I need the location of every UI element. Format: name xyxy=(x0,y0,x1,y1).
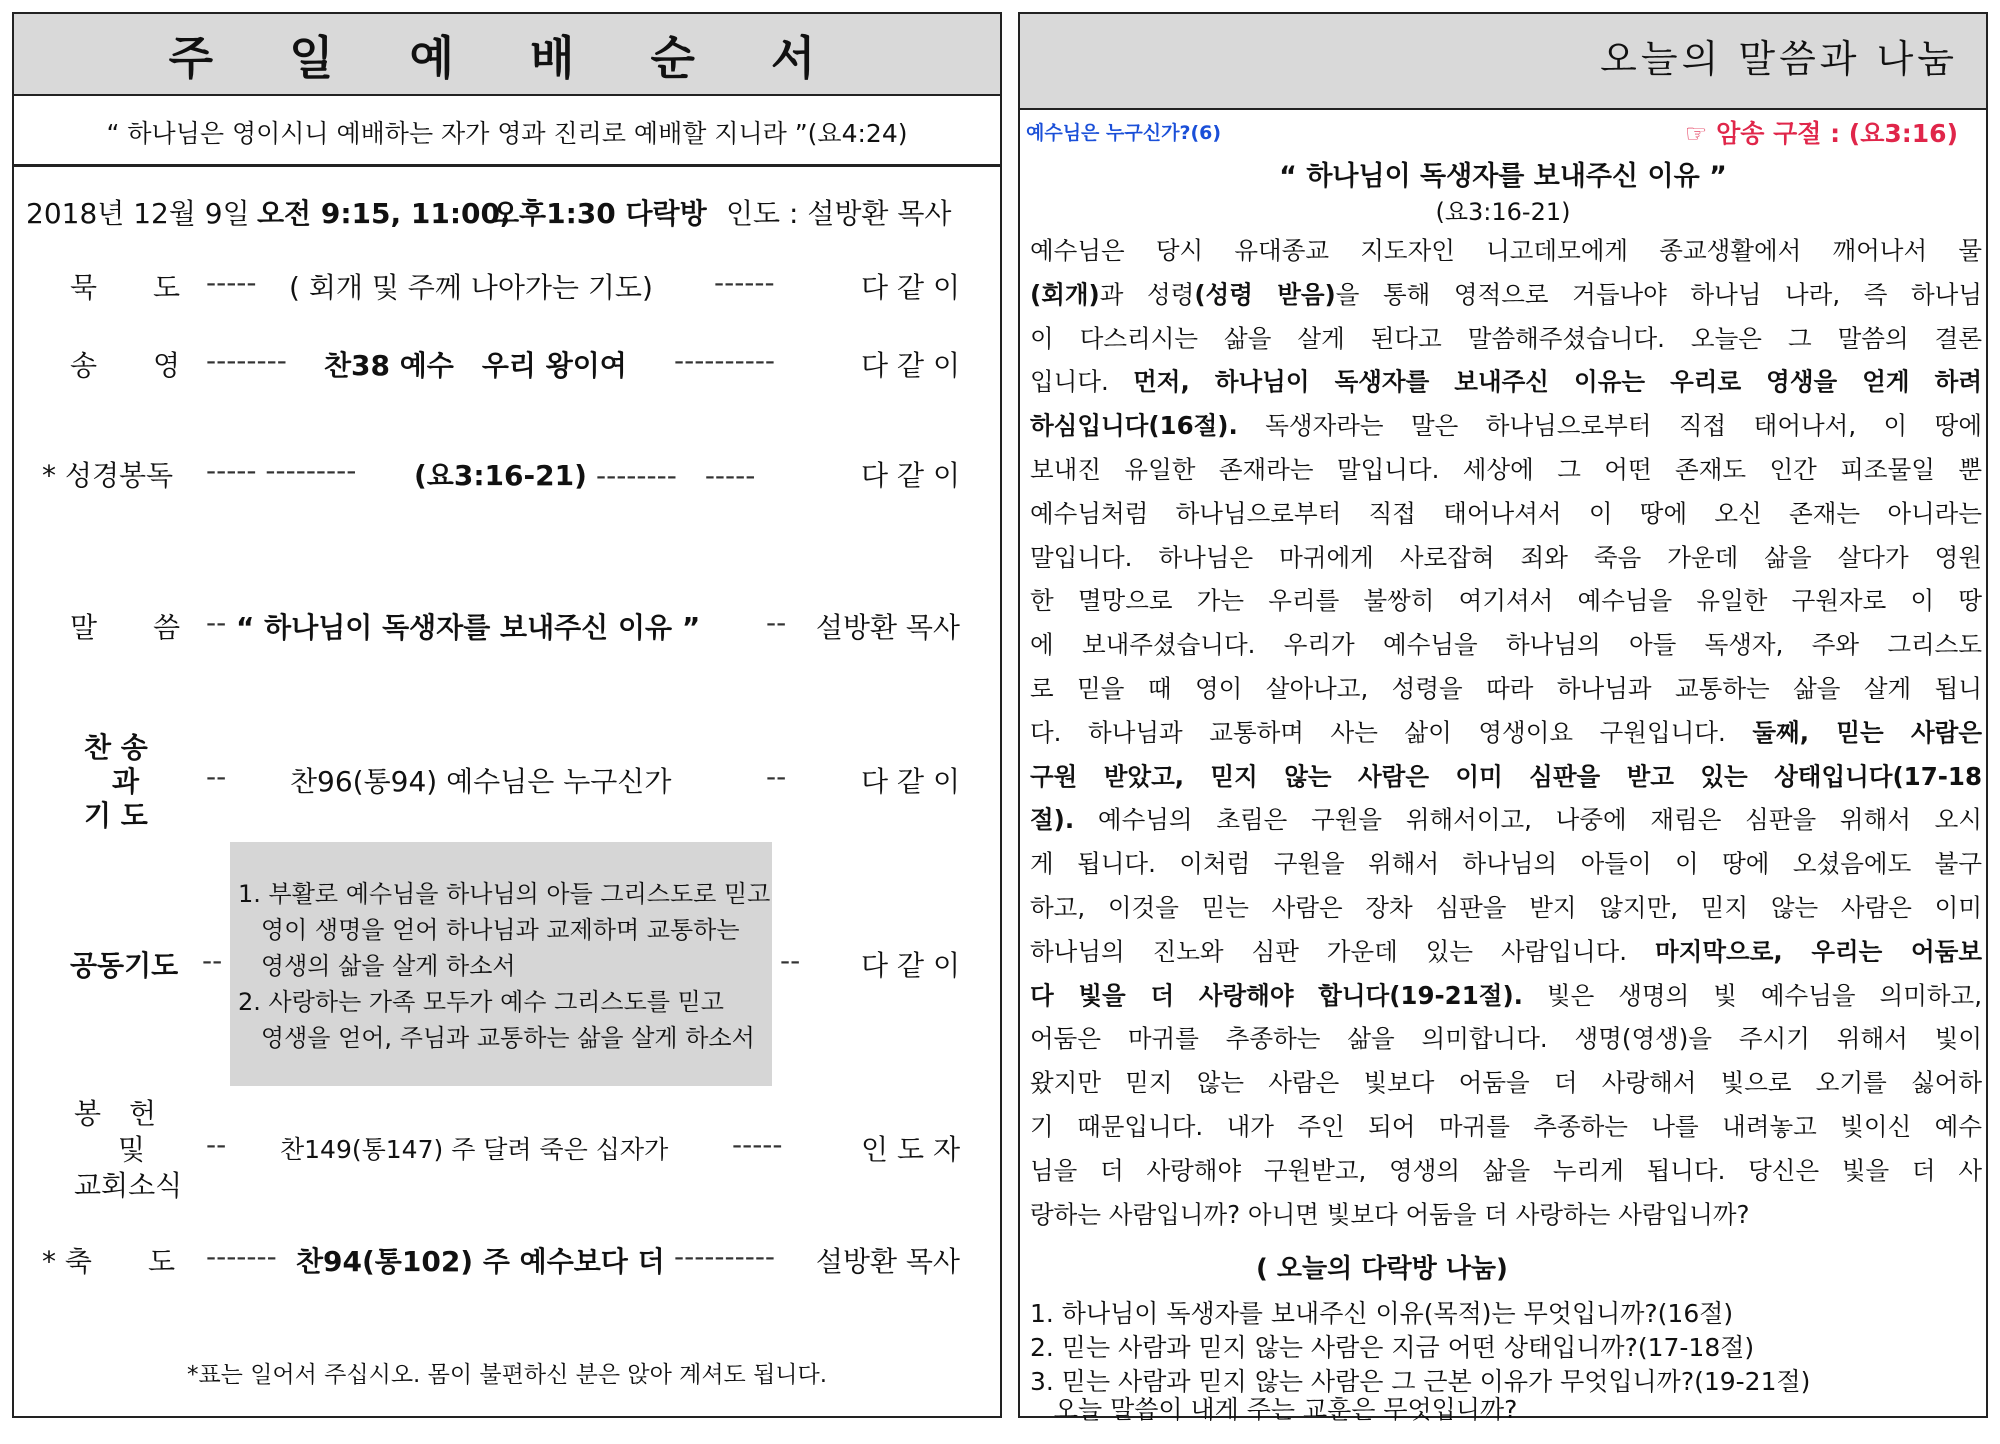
item-dash: ------- xyxy=(206,1240,277,1273)
emphasis-text: 둘째, 믿는 사람은 xyxy=(1752,717,1982,747)
sermon-body-line xyxy=(1030,933,1982,968)
item-dash: -- xyxy=(202,944,223,977)
today-word-title-bar xyxy=(1020,14,1986,110)
body-text: 보내진 유일한 존재라는 말입니다. 세상에 그 어떤 존재도 인간 피조물일 뿐 xyxy=(1030,455,1982,484)
sermon-body-line xyxy=(1030,407,1982,442)
prayer-line: 영생을 얻어, 주님과 교통하는 삶을 살게 하소서 xyxy=(238,1024,755,1052)
item-label: 과 xyxy=(112,765,140,798)
item-label: 교회소식 xyxy=(74,1169,183,1202)
body-text: 예수님처럼 하나님으로부터 직접 태어나셔서 이 땅에 오신 존재는 아니라는 xyxy=(1030,498,1982,528)
body-text: 랑하는 사람입니까? 아니면 빛보다 어둠을 더 사랑하는 사람입니까? xyxy=(1030,1199,1750,1229)
sermon-body-line xyxy=(1030,977,1982,1012)
item-dash: ------ xyxy=(714,266,775,299)
item-dash: ----- --------- xyxy=(206,454,357,487)
sharing-title: ( 오늘의 다락방 나눔) xyxy=(1256,1254,1508,1284)
item-right: 설방환 목사 xyxy=(815,611,960,644)
item-label: * 축 도 xyxy=(42,1245,175,1278)
item-label: * 성경봉독 xyxy=(42,459,174,492)
item-label: 기 도 xyxy=(84,799,148,832)
memory-verse: ☞ 암송 구절 : (요3:16) xyxy=(1684,119,1958,148)
body-text: 기 때문입니다. 내가 주인 되어 마귀를 추종하는 나를 내려놓고 빛이신 예수 xyxy=(1030,1112,1982,1141)
body-text: 과 성령 xyxy=(1099,279,1195,309)
body-text: 한 멸망으로 가는 우리를 불쌍히 여기셔서 예수님을 유일한 구원자로 이 땅 xyxy=(1030,586,1982,616)
emphasis-text: (성령 받음) xyxy=(1194,279,1336,309)
worship-order-panel xyxy=(12,12,1002,1418)
divider xyxy=(14,164,1000,167)
sermon-body-line xyxy=(1030,845,1982,880)
order-item-offering xyxy=(14,1092,1000,1202)
afternoon-service: 오후1:30 다락방 xyxy=(492,197,707,230)
item-label: 공동기도 xyxy=(70,949,179,982)
worship-order-title: 주 일 예 배 순 서 xyxy=(168,31,846,85)
sharing-question: 오늘 말씀이 내게 주는 교훈은 무엇입니까? xyxy=(1030,1395,1518,1424)
sermon-body-line xyxy=(1030,320,1982,355)
emphasis-text: 다 빛을 더 사랑해야 합니다(19-21절). xyxy=(1030,980,1523,1010)
sermon-body-line xyxy=(1030,626,1982,661)
item-dash: -- xyxy=(206,760,227,793)
sermon-title: “ 하나님이 독생자를 보내주신 이유 ” xyxy=(1279,161,1727,192)
emphasis-text: 절). xyxy=(1030,805,1075,835)
item-label: 및 xyxy=(118,1133,146,1166)
sermon-body-line xyxy=(1030,495,1982,530)
sermon-body-line xyxy=(1030,670,1982,705)
theme-verse: “ 하나님은 영이시니 예배하는 자가 영과 진리로 예배할 지니라 ”(요4:24) xyxy=(106,119,908,148)
item-right: 인 도 자 xyxy=(861,1133,960,1166)
item-dash: -------- xyxy=(206,344,287,377)
sermon-body-line xyxy=(1030,801,1982,836)
item-dash: -- xyxy=(206,1128,227,1161)
sharing-question: 3. 믿는 사람과 믿지 않는 사람은 그 근본 이유가 무엇입니까?(19-21절) xyxy=(1030,1367,1811,1396)
item-dash: -- xyxy=(206,606,227,639)
service-times: 오전 9:15, 11:00, xyxy=(257,197,511,230)
body-text: 왔지만 믿지 않는 사람은 빛보다 어둠을 더 사랑해서 빛으로 오기를 싫어하 xyxy=(1030,1068,1982,1098)
service-leader: 인도 : 설방환 목사 xyxy=(726,197,952,230)
item-dash: ---------- xyxy=(674,344,776,377)
body-text: 말입니다. 하나님은 마귀에게 사로잡혀 죄와 죽음 가운데 삶을 살다가 영원 xyxy=(1030,542,1982,572)
item-text: (요3:16-21) xyxy=(414,459,587,492)
emphasis-text: 마지막으로, 우리는 어둠보 xyxy=(1655,936,1983,966)
body-text: 다. 하나님과 교통하며 사는 삶이 영생이요 구원입니다. xyxy=(1030,717,1753,747)
item-text: “ 하나님이 독생자를 보내주신 이유 ” xyxy=(236,611,701,644)
sharing-question: 1. 하나님이 독생자를 보내주신 이유(목적)는 무엇입니까?(16절) xyxy=(1030,1299,1734,1328)
order-item-hymn-prayer xyxy=(14,726,1000,836)
prayer-line: 영생의 삶을 살게 하소서 xyxy=(238,952,516,980)
body-text: 게 됩니다. 이처럼 구원을 위해서 하나님의 아들이 이 땅에 오셨음에도 불구 xyxy=(1030,849,1982,879)
sermon-body-line xyxy=(1030,1020,1982,1055)
item-dash: ----- xyxy=(206,266,257,299)
item-right: 설방환 목사 xyxy=(815,1245,960,1278)
worship-order-title-bar xyxy=(14,14,1000,96)
common-prayer-box xyxy=(230,842,772,1086)
item-right: 다 같 이 xyxy=(861,765,960,798)
emphasis-text: 구원 받았고, 믿지 않는 사람은 이미 심판을 받고 있는 상태입니다(17-18 xyxy=(1030,761,1982,791)
item-dash: -- xyxy=(766,606,787,639)
series-label: 예수님은 누구신가?(6) xyxy=(1026,122,1222,144)
body-text: 로 믿을 때 영이 살아나고, 성령을 따라 하나님과 교통하는 삶을 살게 됩니 xyxy=(1030,674,1982,703)
sermon-body-line xyxy=(1030,1196,1982,1231)
item-text: ( 회개 및 주께 나아가는 기도) xyxy=(289,271,653,304)
prayer-line: 2. 사랑하는 가족 모두가 예수 그리스도를 믿고 xyxy=(238,988,724,1016)
sermon-body-line xyxy=(1030,1064,1982,1099)
body-text: 빛은 생명의 빛 예수님을 의미하고, xyxy=(1522,980,1982,1010)
body-text: 입니다. xyxy=(1030,367,1134,397)
body-text: 하나님의 진노와 심판 가운데 있는 사람입니다. xyxy=(1030,936,1656,966)
item-label: 봉 헌 xyxy=(74,1097,157,1130)
sermon-body-line xyxy=(1030,363,1982,398)
sermon-body-line xyxy=(1030,276,1982,311)
item-dash: ----- xyxy=(732,1128,783,1161)
sermon-body-line xyxy=(1030,714,1982,749)
emphasis-text: (회개) xyxy=(1030,279,1100,309)
item-dash: -- xyxy=(766,760,787,793)
sermon-body-line xyxy=(1030,1152,1982,1187)
item-label: 찬 송 xyxy=(84,731,148,764)
body-text: 하고, 이것을 믿는 사람은 장차 심판을 받지 않지만, 믿지 않는 사람은 이미 xyxy=(1030,893,1982,922)
sermon-body-line xyxy=(1030,451,1982,486)
item-right: 다 같 이 xyxy=(861,349,960,382)
item-right: 다 같 이 xyxy=(861,949,960,982)
body-text: 예수님의 초림은 구원을 위해서이고, 나중에 재림은 심판을 위해서 오시 xyxy=(1074,805,1982,835)
prayer-line: 영이 생명을 얻어 하나님과 교제하며 교통하는 xyxy=(238,916,740,944)
item-text: 찬94(통102) 주 예수보다 더 xyxy=(296,1245,665,1278)
sermon-body-line xyxy=(1030,758,1982,793)
sermon-body-line xyxy=(1030,582,1982,617)
sermon-body-line xyxy=(1030,539,1982,574)
footer-note: *표는 일어서 주십시오. 몸이 불편하신 분은 앉아 계셔도 됩니다. xyxy=(186,1362,828,1388)
sermon-body-line xyxy=(1030,889,1982,924)
sharing-question: 2. 믿는 사람과 믿지 않는 사람은 지금 어떤 상태입니까?(17-18절) xyxy=(1030,1333,1755,1362)
emphasis-text: 먼저, 하나님이 독생자를 보내주신 이유는 우리로 영생을 얻게 하려 xyxy=(1133,367,1982,397)
body-text: 에 보내주셨습니다. 우리가 예수님을 하나님의 아들 독생자, 주와 그리스도 xyxy=(1030,630,1982,660)
item-right: 다 같 이 xyxy=(861,459,960,492)
body-text: 어둠은 마귀를 추종하는 삶을 의미합니다. 생명(영생)을 주시기 위해서 빛이 xyxy=(1030,1024,1982,1054)
service-date: 2018년 12월 9일 xyxy=(26,197,250,230)
item-label: 송 영 xyxy=(70,349,181,382)
item-text: 찬38 예수 우리 왕이여 xyxy=(324,349,627,382)
item-text: 찬96(통94) 예수님은 누구신가 xyxy=(290,765,672,798)
today-word-panel xyxy=(1018,12,1988,1424)
item-dash: -------- ----- xyxy=(596,459,756,492)
body-text: 예수님은 당시 유대종교 지도자인 니고데모에게 종교생활에서 깨어나서 물 xyxy=(1030,236,1982,265)
body-text: 이 다스리시는 삶을 살게 된다고 말씀해주셨습니다. 오늘은 그 말씀의 결론 xyxy=(1030,323,1982,353)
item-dash: -- xyxy=(780,944,801,977)
body-text: 독생자라는 말은 하나님으로부터 직접 태어나서, 이 땅에 xyxy=(1237,411,1982,441)
body-text: 님을 더 사랑해야 구원받고, 영생의 삶을 누리게 됩니다. 당신은 빛을 더 사 xyxy=(1030,1155,1982,1185)
item-label: 말 씀 xyxy=(70,611,181,644)
today-word-title: 오늘의 말씀과 나눔 xyxy=(1600,37,1958,81)
prayer-line: 1. 부활로 예수님을 하나님의 아들 그리스도로 믿고 xyxy=(238,880,771,908)
item-text: 찬149(통147) 주 달려 죽은 십자가 xyxy=(280,1135,669,1164)
item-right: 다 같 이 xyxy=(861,271,960,304)
item-dash: ---------- xyxy=(674,1240,776,1273)
sermon-body-line xyxy=(1030,232,1982,267)
sermon-reference: (요3:16-21) xyxy=(1435,198,1571,226)
item-label: 묵 도 xyxy=(70,271,181,304)
body-text: 을 통해 영적으로 거듭나야 하나님 나라, 즉 하나님 xyxy=(1335,279,1982,309)
emphasis-text: 하심입니다(16절). xyxy=(1030,411,1238,441)
sermon-body-line xyxy=(1030,1108,1982,1143)
